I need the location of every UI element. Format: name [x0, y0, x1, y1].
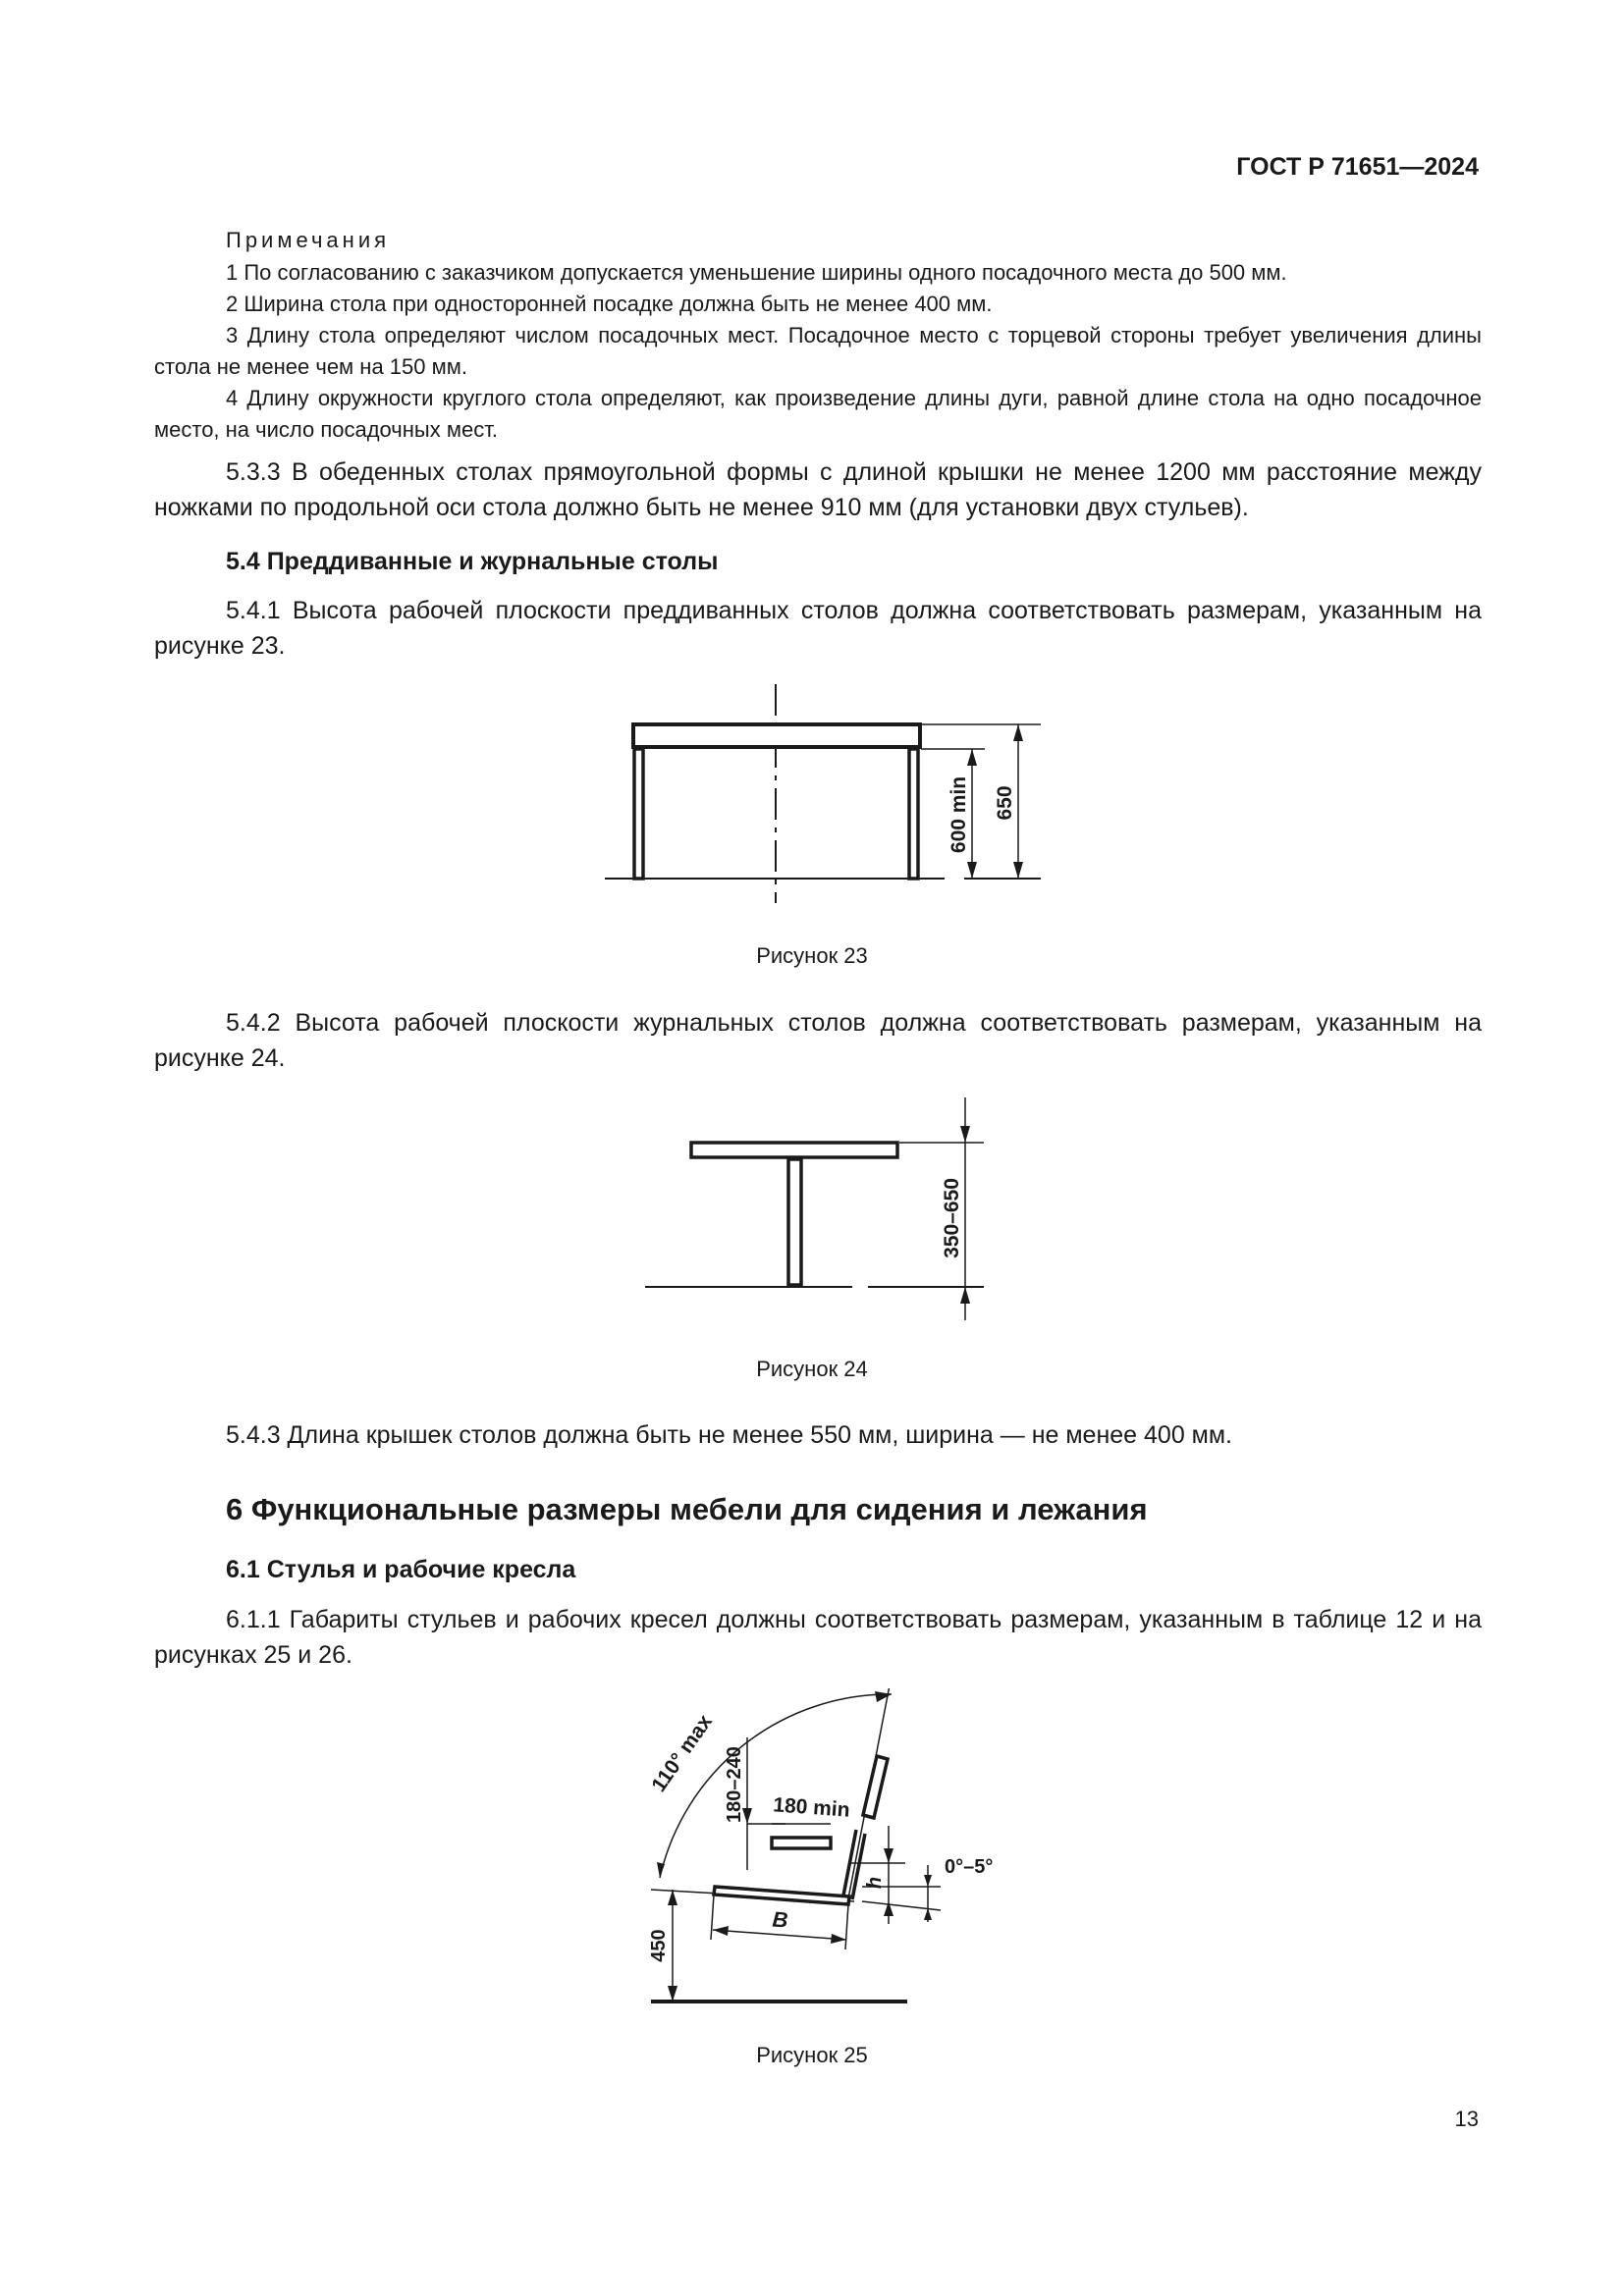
note-2: 2 Ширина стола при односторонней посадке должна быть не менее 400 мм. — [226, 292, 993, 316]
paragraph-5-4-2: 5.4.2 Высота рабочей плоскости журнальных столов должна соответствовать размерам, указанным на рисунке 24. — [154, 1009, 1482, 1072]
dim-650-label: 650 — [994, 785, 1016, 821]
figure-24-caption: Рисунок 24 — [756, 1357, 868, 1381]
note-1: 1 По согласованию с заказчиком допускается уменьшение ширины одного посадочного места до 500 мм. — [226, 260, 1287, 285]
figure-23-caption: Рисунок 23 — [756, 943, 868, 968]
dim-600-min-label: 600 min — [947, 775, 970, 854]
figure-25-drawing — [609, 1688, 1021, 2012]
angle-110-max-label: 110° max — [647, 1710, 717, 1796]
page-number: 13 — [1454, 2107, 1479, 2131]
dim-b-label: B — [771, 1906, 789, 1933]
heading-6: 6 Функциональные размеры мебели для сидения и лежания — [226, 1492, 1148, 1526]
heading-5-4: 5.4 Преддиванные и журнальные столы — [226, 548, 719, 575]
figure-25-caption: Рисунок 25 — [756, 2043, 868, 2067]
dim-180-min-label: 180 min — [772, 1793, 851, 1822]
note-3: 3 Длину стола определяют числом посадочных мест. Посадочное место с торцевой стороны требует увеличения длины стола не менее чем на 150 мм. — [154, 323, 1482, 379]
figure-24-drawing — [628, 1090, 1001, 1325]
note-4: 4 Длину окружности круглого стола определяют, как произведение длины дуги, равной длине стола на одно посадочное место, на число посадочных мест. — [154, 386, 1482, 442]
paragraph-5-4-3: 5.4.3 Длина крышек столов должна быть не менее 550 мм, ширина — не менее 400 мм. — [226, 1421, 1232, 1449]
paragraph-5-4-1: 5.4.1 Высота рабочей плоскости преддиванных столов должна соответствовать размерам, указанным на рисунке 23. — [154, 597, 1482, 660]
dim-180-240-label: 180–240 — [724, 1746, 745, 1823]
figure-23-drawing — [589, 677, 1060, 913]
paragraph-5-3-3: 5.3.3 В обеденных столах прямоугольной формы с длиной крышки не менее 1200 мм расстояние между ножками по продольной оси стола должно быть не менее 910 мм (для установки двух стульев). — [154, 458, 1482, 521]
heading-6-1: 6.1 Стулья и рабочие кресла — [226, 1556, 576, 1583]
dim-450-label: 450 — [648, 1929, 670, 1962]
dim-350-650-label: 350–650 — [941, 1178, 963, 1258]
tilt-0-5-label: 0°–5° — [945, 1856, 994, 1878]
paragraph-6-1-1: 6.1.1 Габариты стульев и рабочих кресел должны соответствовать размерам, указанным в таблице 12 и на рисунках 25 и 26. — [154, 1606, 1482, 1669]
dim-h-label: h — [864, 1876, 886, 1890]
notes-title: Примечания — [226, 228, 391, 252]
document-code: ГОСТ Р 71651—2024 — [1236, 153, 1479, 181]
